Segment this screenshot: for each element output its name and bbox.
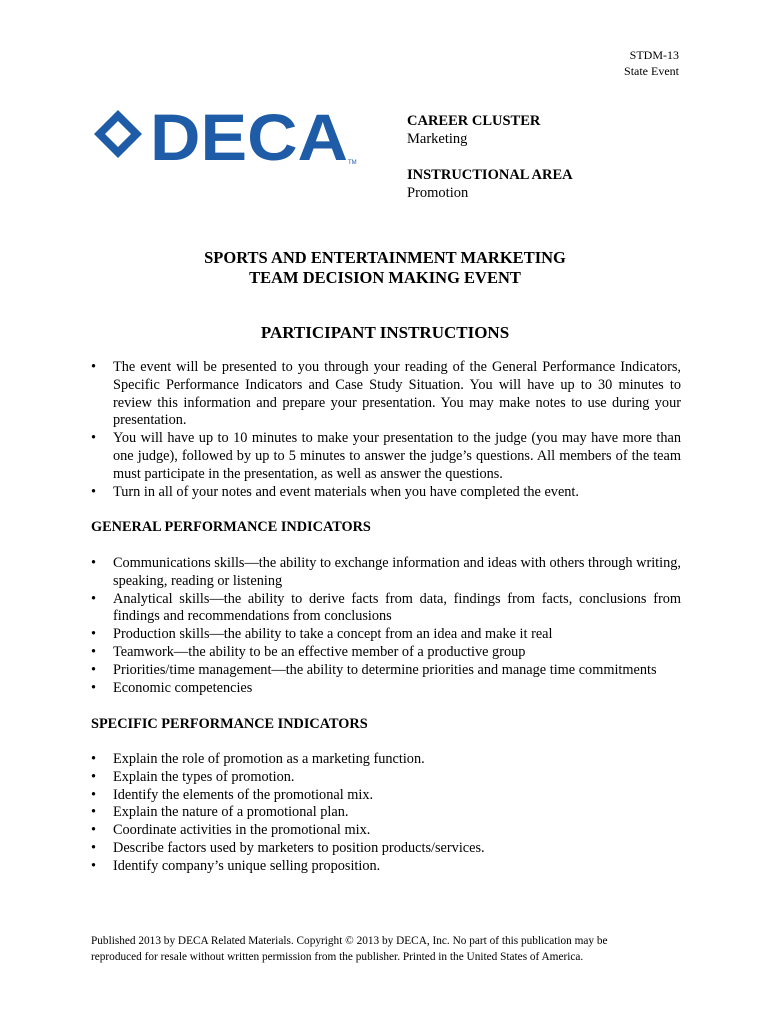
list-item: • Describe factors used by marketers to position products/services. xyxy=(91,839,485,856)
event-code: STDM-13 xyxy=(629,48,679,62)
event-level: State Event xyxy=(624,64,679,78)
list-item: • Explain the types of promotion. xyxy=(91,768,295,785)
bullet-icon: • xyxy=(91,822,97,839)
bullet-icon: • xyxy=(91,590,97,607)
bullet-icon: • xyxy=(91,857,97,874)
copyright-footer xyxy=(91,933,681,965)
bullet-icon: • xyxy=(91,430,97,447)
career-cluster-value: Marketing xyxy=(407,131,468,147)
list-item: • Turn in all of your notes and event materials when you have completed the event. xyxy=(91,483,579,500)
bullet-icon: • xyxy=(91,555,97,571)
cluster-info xyxy=(407,112,573,202)
list-item: • You will have up to 10 minutes to make your presentation to the judge (you may have more than one judge), followed by up to 5 minutes to answer the judge’s questions. All members of the team must participate in the presentation, as well as answer the questions. xyxy=(91,430,681,482)
bullet-icon: • xyxy=(91,359,97,375)
bullet-icon: • xyxy=(91,483,97,500)
bullet-icon: • xyxy=(91,804,97,821)
deca-trademark: TM xyxy=(348,160,357,166)
specific-indicators-list xyxy=(91,751,681,876)
bullet-icon: • xyxy=(91,643,97,660)
general-indicators-list xyxy=(91,555,681,697)
bullet-icon: • xyxy=(91,626,97,643)
bullet-icon: • xyxy=(91,751,97,767)
deca-logo-text: DECA xyxy=(150,108,348,166)
list-item: • Explain the nature of a promotional plan. xyxy=(91,804,349,821)
event-title-line1: SPORTS AND ENTERTAINMENT MARKETING xyxy=(204,248,566,267)
bullet-icon: • xyxy=(91,679,97,696)
instructional-area-label: INSTRUCTIONAL AREA xyxy=(407,167,573,183)
bullet-icon: • xyxy=(91,768,97,785)
career-cluster-label: CAREER CLUSTER xyxy=(407,113,541,129)
general-indicators-heading: GENERAL PERFORMANCE INDICATORS xyxy=(91,519,371,535)
list-item: • Analytical skills—the ability to derive facts from data, findings from facts, conclusions from findings and recommendations from conclusions xyxy=(91,590,681,625)
list-item: • Explain the role of promotion as a marketing function. xyxy=(91,751,425,767)
list-item: • The event will be presented to you through your reading of the General Performance Indicators, Specific Performance Indicators and Case Study Situation. You will have up to 30 minutes to review this information and prepare your presentation. You may make notes to use during your presentation. xyxy=(91,359,681,429)
event-meta xyxy=(624,47,679,79)
participant-instructions-list xyxy=(91,359,681,501)
bullet-icon: • xyxy=(91,661,97,678)
deca-diamond-icon xyxy=(94,110,142,158)
participant-instructions-heading: PARTICIPANT INSTRUCTIONS xyxy=(260,323,510,342)
bullet-icon: • xyxy=(91,839,97,856)
list-item: • Economic competencies xyxy=(91,679,253,696)
deca-logo xyxy=(92,108,362,166)
instructional-area-value: Promotion xyxy=(407,185,469,201)
bullet-icon: • xyxy=(91,786,97,803)
list-item: • Production skills—the ability to take a concept from an idea and make it real xyxy=(91,626,553,643)
list-item: • Coordinate activities in the promotional mix. xyxy=(91,822,371,839)
list-item: • Identify the elements of the promotional mix. xyxy=(91,786,374,803)
list-item: • Priorities/time management—the ability to determine priorities and manage time commitments xyxy=(91,661,657,678)
list-item: • Teamwork—the ability to be an effective member of a productive group xyxy=(91,643,526,660)
specific-indicators-heading: SPECIFIC PERFORMANCE INDICATORS xyxy=(91,716,368,732)
copyright-line-1: Published 2013 by DECA Related Materials. Copyright © 2013 by DECA, Inc. No part of this publication may be xyxy=(91,935,608,947)
copyright-line-2: reproduced for resale without written permission from the publisher. Printed in the United States of America. xyxy=(91,951,584,963)
event-title-line2: TEAM DECISION MAKING EVENT xyxy=(249,268,521,287)
list-item: • Identify company’s unique selling proposition. xyxy=(91,857,381,874)
list-item: • Communications skills—the ability to exchange information and ideas with others through writing, speaking, reading or listening xyxy=(91,555,681,589)
